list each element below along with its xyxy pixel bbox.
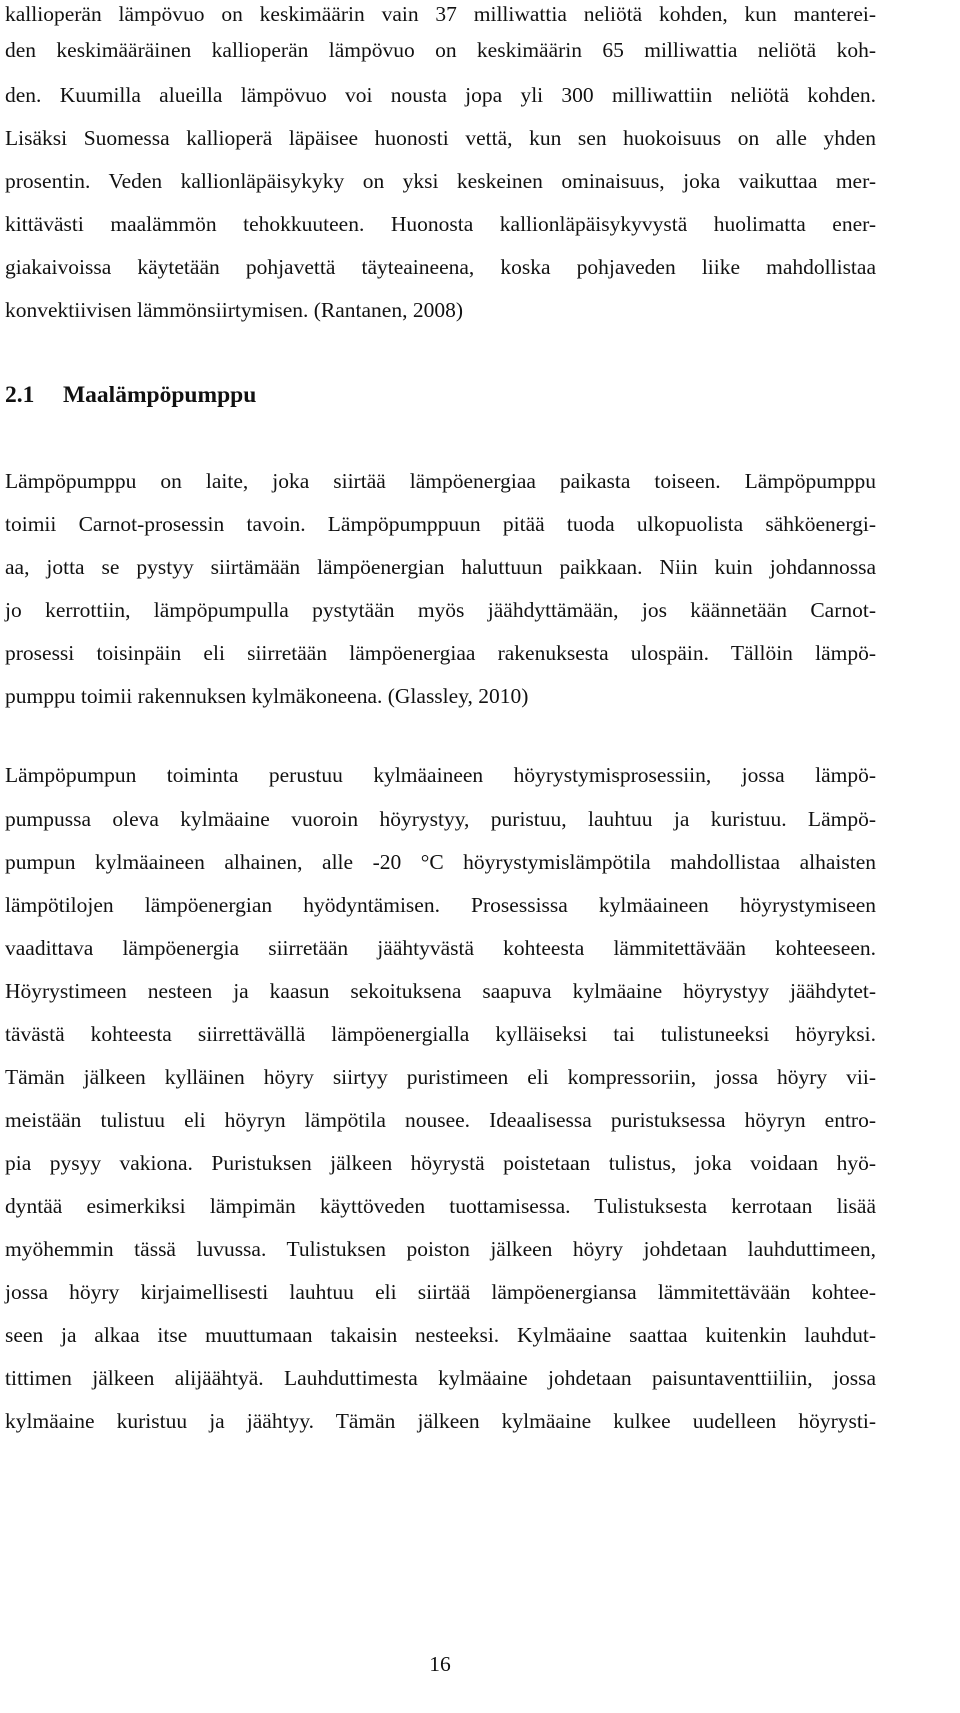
text-line: lämpötilojen lämpöenergian hyödyntämisen. Prosessissa kylmäaineen höyrystymiseen (5, 893, 876, 917)
text-line: konvektiivisen lämmönsiirtymisen. (Rantanen, 2008) (5, 298, 463, 322)
text-line: jossa höyry kirjaimellisesti lauhtuu eli siirtää lämpöenergiansa lämmitettävään kohtee- (5, 1280, 876, 1304)
text-line: myöhemmin tässä luvussa. Tulistuksen poiston jälkeen höyry johdetaan lauhduttimeen, (5, 1237, 876, 1261)
section-heading (5, 380, 256, 410)
text-line: Lämpöpumppu on laite, joka siirtää lämpöenergiaa paikasta toiseen. Lämpöpumppu (5, 469, 876, 493)
text-line: kylmäaine kuristuu ja jäähtyy. Tämän jälkeen kylmäaine kulkee uudelleen höyrysti- (5, 1409, 876, 1433)
text-line: vaadittava lämpöenergia siirretään jäähtyvästä kohteesta lämmitettävään kohteeseen. (5, 936, 876, 960)
text-line: toimii Carnot-prosessin tavoin. Lämpöpumppuun pitää tuoda ulkopuolista sähköenergi- (5, 512, 876, 536)
text-line: giakaivoissa käytetään pohjavettä täyteaineena, koska pohjaveden liike mahdollistaa (5, 255, 876, 279)
text-line: pumpussa oleva kylmäaine vuoroin höyrystyy, puristuu, lauhtuu ja kuristuu. Lämpö- (5, 807, 876, 831)
text-line: Lämpöpumpun toiminta perustuu kylmäaineen höyrystymisprosessiin, jossa lämpö- (5, 763, 876, 787)
text-line: tittimen jälkeen alijäähtyä. Lauhduttimesta kylmäaine johdetaan paisuntaventtiiliin, jossa (5, 1366, 876, 1390)
text-line: pumpun kylmäaineen alhainen, alle -20 °C höyrystymislämpötila mahdollistaa alhaisten (5, 850, 876, 874)
page-number: 16 (429, 1652, 451, 1676)
text-line: kittävästi maalämmön tehokkuuteen. Huonosta kallionläpäisykyvystä huolimatta ener- (5, 212, 876, 236)
text-line: seen ja alkaa itse muuttumaan takaisin nesteeksi. Kylmäaine saattaa kuitenkin lauhdut- (5, 1323, 876, 1347)
section-number: 2.1 (5, 382, 35, 408)
text-line: dyntää esimerkiksi lämpimän käyttöveden tuottamisessa. Tulistuksesta kerrotaan lisää (5, 1194, 876, 1218)
text-line: den. Kuumilla alueilla lämpövuo voi nousta jopa yli 300 milliwattiin neliötä kohden. (5, 83, 876, 107)
text-line: meistään tulistuu eli höyryn lämpötila nousee. Ideaalisessa puristuksessa höyryn entro- (5, 1108, 876, 1132)
text-line: kallioperän lämpövuo on keskimäärin vain 37 milliwattia neliötä kohden, kun manterei- (5, 2, 876, 26)
text-line: pumppu toimii rakennuksen kylmäkoneena. (Glassley, 2010) (5, 684, 529, 708)
text-line: pia pysyy vakiona. Puristuksen jälkeen höyrystä poistetaan tulistus, joka voidaan hyö- (5, 1151, 876, 1175)
text-line: Lisäksi Suomessa kallioperä läpäisee huonosti vettä, kun sen huokoisuus on alle yhden (5, 126, 876, 150)
text-line: prosessi toisinpäin eli siirretään lämpöenergiaa rakenuksesta ulospäin. Tällöin lämpö- (5, 641, 876, 665)
text-line: den keskimääräinen kallioperän lämpövuo on keskimäärin 65 milliwattia neliötä koh- (5, 38, 876, 62)
text-line: prosentin. Veden kallionläpäisykyky on yksi keskeinen ominaisuus, joka vaikuttaa mer- (5, 169, 876, 193)
section-title: Maalämpöpumppu (63, 382, 257, 408)
text-line: Tämän jälkeen kylläinen höyry siirtyy puristimeen eli kompressoriin, jossa höyry vii- (5, 1065, 876, 1089)
text-line: aa, jotta se pystyy siirtämään lämpöenergian haluttuun paikkaan. Niin kuin johdannossa (5, 555, 876, 579)
text-line: jo kerrottiin, lämpöpumpulla pystytään myös jäähdyttämään, jos käännetään Carnot- (5, 598, 876, 622)
text-line: tävästä kohteesta siirrettävällä lämpöenergialla kylläiseksi tai tulistuneeksi höyryksi. (5, 1022, 876, 1046)
text-line: Höyrystimeen nesteen ja kaasun sekoituksena saapuva kylmäaine höyrystyy jäähdytet- (5, 979, 876, 1003)
